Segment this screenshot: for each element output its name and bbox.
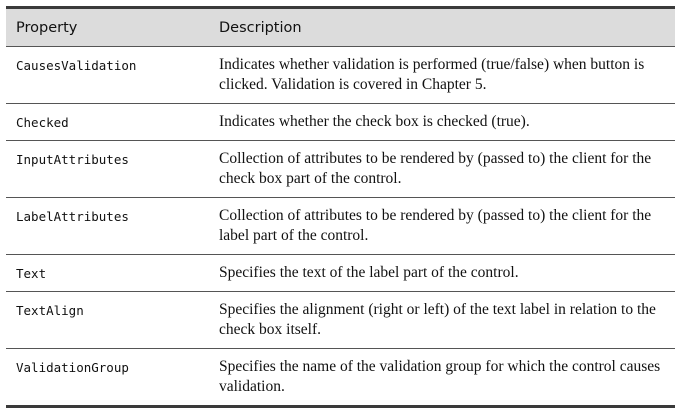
property-description: Specifies the alignment (right or left) of the text label in relation to the check box itself. xyxy=(219,301,656,338)
property-name: Checked xyxy=(16,115,69,130)
table-row xyxy=(6,141,675,198)
property-table-container xyxy=(6,6,675,408)
property-description: Indicates whether validation is performed (true/false) when button is clicked. Validation is covered in Chapter 5. xyxy=(219,56,645,93)
property-description: Specifies the name of the validation group for which the control causes validation. xyxy=(219,358,661,395)
table-row xyxy=(6,349,675,407)
property-name: InputAttributes xyxy=(16,152,129,167)
property-name: TextAlign xyxy=(16,303,84,318)
property-table xyxy=(6,6,675,408)
header-property: Property xyxy=(16,19,78,36)
table-row xyxy=(6,198,675,255)
property-name: ValidationGroup xyxy=(16,360,129,375)
table-row xyxy=(6,292,675,349)
property-name: LabelAttributes xyxy=(16,209,129,224)
table-header xyxy=(6,8,675,47)
table-row xyxy=(6,255,675,292)
header-description: Description xyxy=(219,19,302,36)
property-description: Collection of attributes to be rendered by (passed to) the client for the check box part of the control. xyxy=(219,150,652,187)
property-description: Collection of attributes to be rendered by (passed to) the client for the label part of the control. xyxy=(219,207,652,244)
property-description: Indicates whether the check box is checked (true). xyxy=(219,113,530,130)
property-name: CausesValidation xyxy=(16,58,137,73)
header-row xyxy=(6,8,675,47)
table-row xyxy=(6,47,675,104)
table-body xyxy=(6,47,675,407)
property-description: Specifies the text of the label part of the control. xyxy=(219,264,519,281)
table-row xyxy=(6,104,675,141)
property-name: Text xyxy=(16,266,47,281)
